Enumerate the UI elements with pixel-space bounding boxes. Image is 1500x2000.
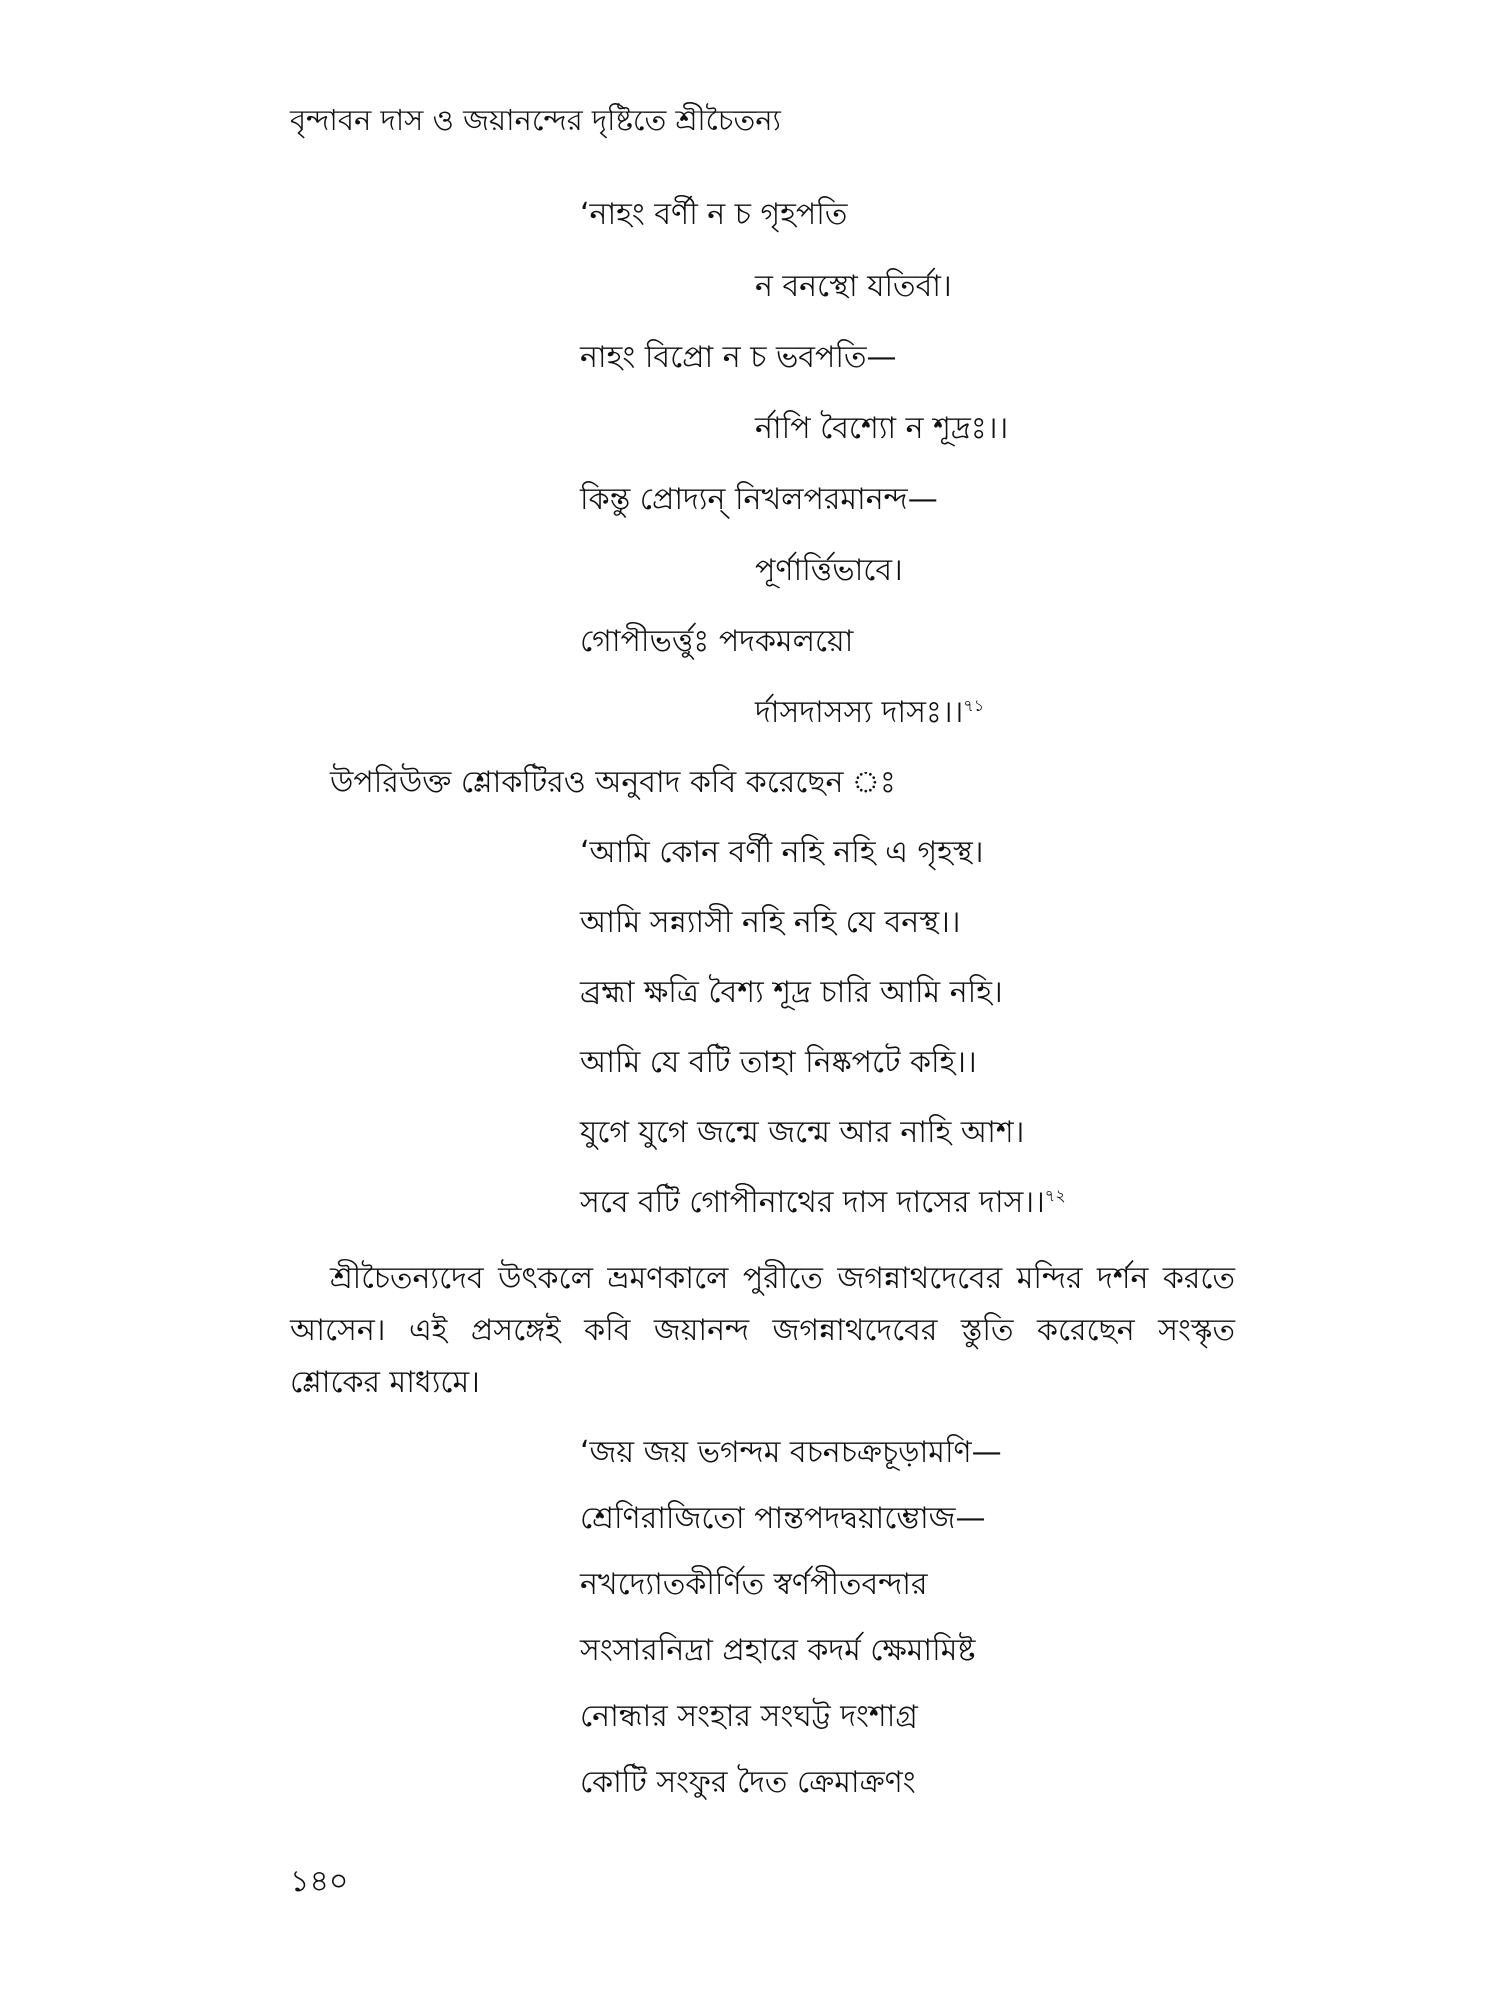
verse2-line-1: ‘আমি কোন বর্ণী নহি নহি এ গৃহস্থ।	[580, 835, 984, 870]
verse1-line-3: নাহং বিপ্রো ন চ ভবপতি—	[580, 340, 897, 375]
verse2-line-6-text: সবে বটি গোপীনাথের দাস দাসের দাস।।	[580, 1185, 1045, 1220]
verse3-line-2: শ্রেণিরাজিতো পান্তপদদ্বয়াম্ভোজ—	[580, 1501, 986, 1536]
paragraph-line-2: আসেন। এই প্রসঙ্গেই কবি জয়ানন্দ জগন্নাথদেবের স্তুতি করেছেন সংস্কৃত	[290, 1313, 1235, 1348]
verse1-line-8-text: র্দাসদাসস্য দাসঃ।।	[755, 695, 964, 730]
verse1-line-4: র্নাপি বৈশ্যো ন শূদ্রঃ।।	[755, 411, 1009, 446]
verse1-line-2: ন বনস্থো যতির্বা।	[755, 269, 952, 304]
verse2-line-4: আমি যে বটি তাহা নিষ্কপটে কহি।।	[580, 1045, 977, 1080]
verse3-line-6: কোটি সংফুর দৈত ক্রেমাক্রণং	[580, 1765, 916, 1800]
page-number: ১৪০	[290, 1864, 349, 1899]
paragraph-line-1: শ্রীচৈতন্যদেব উৎকলে ভ্রমণকালে পুরীতে জগন্নাথদেবের মন্দির দর্শন করতে	[330, 1261, 1235, 1296]
verse1-line-6: পূর্ণার্ত্তিভাবে।	[755, 553, 903, 588]
paragraph-line-3: শ্লোকের মাধ্যমে।	[290, 1365, 480, 1400]
verse1-line-5: কিন্তু প্রোদ্যন্ নিখলপরমানন্দ—	[580, 482, 938, 517]
verse2-line-5: যুগে যুগে জন্মে জন্মে আর নাহি আশ।	[580, 1115, 1025, 1150]
verse3-line-1: ‘জয় জয় ভগন্দম বচনচক্রচূড়ামণি—	[580, 1435, 1002, 1470]
footnote-ref-71: ৭১	[963, 696, 985, 715]
verse2-line-6	[580, 1185, 1066, 1220]
verse1-line-1: ‘নাহং বর্ণী ন চ গৃহপতি	[580, 197, 848, 232]
verse2-line-3: ব্রহ্মা ক্ষত্রি বৈশ্য শূদ্র চারি আমি নহি।	[580, 975, 1003, 1010]
verse1-line-8	[755, 695, 985, 730]
footnote-ref-72: ৭২	[1044, 1186, 1066, 1205]
verse3-line-4: সংসারনিদ্রা প্রহারে কদর্ম ক্ষেমামিষ্ট	[580, 1633, 976, 1668]
intro-line: উপরিউক্ত শ্লোকটিরও অনুবাদ কবি করেছেন ঃ	[330, 765, 896, 800]
verse3-line-5: নোন্ধার সংহার সংঘট্ট দংশাগ্র	[580, 1699, 918, 1734]
verse3-line-3: নখদ্যোতকীর্ণিত স্বর্ণপীতবন্দার	[580, 1567, 928, 1602]
verse2-line-2: আমি সন্ন্যাসী নহি নহি যে বনস্থ।।	[580, 905, 961, 940]
verse1-line-7: গোপীভর্ত্তুঃ পদকমলয়ো	[580, 624, 854, 659]
running-head: বৃন্দাবন দাস ও জয়ানন্দের দৃষ্টিতে শ্রীচৈতন্য	[290, 103, 781, 137]
